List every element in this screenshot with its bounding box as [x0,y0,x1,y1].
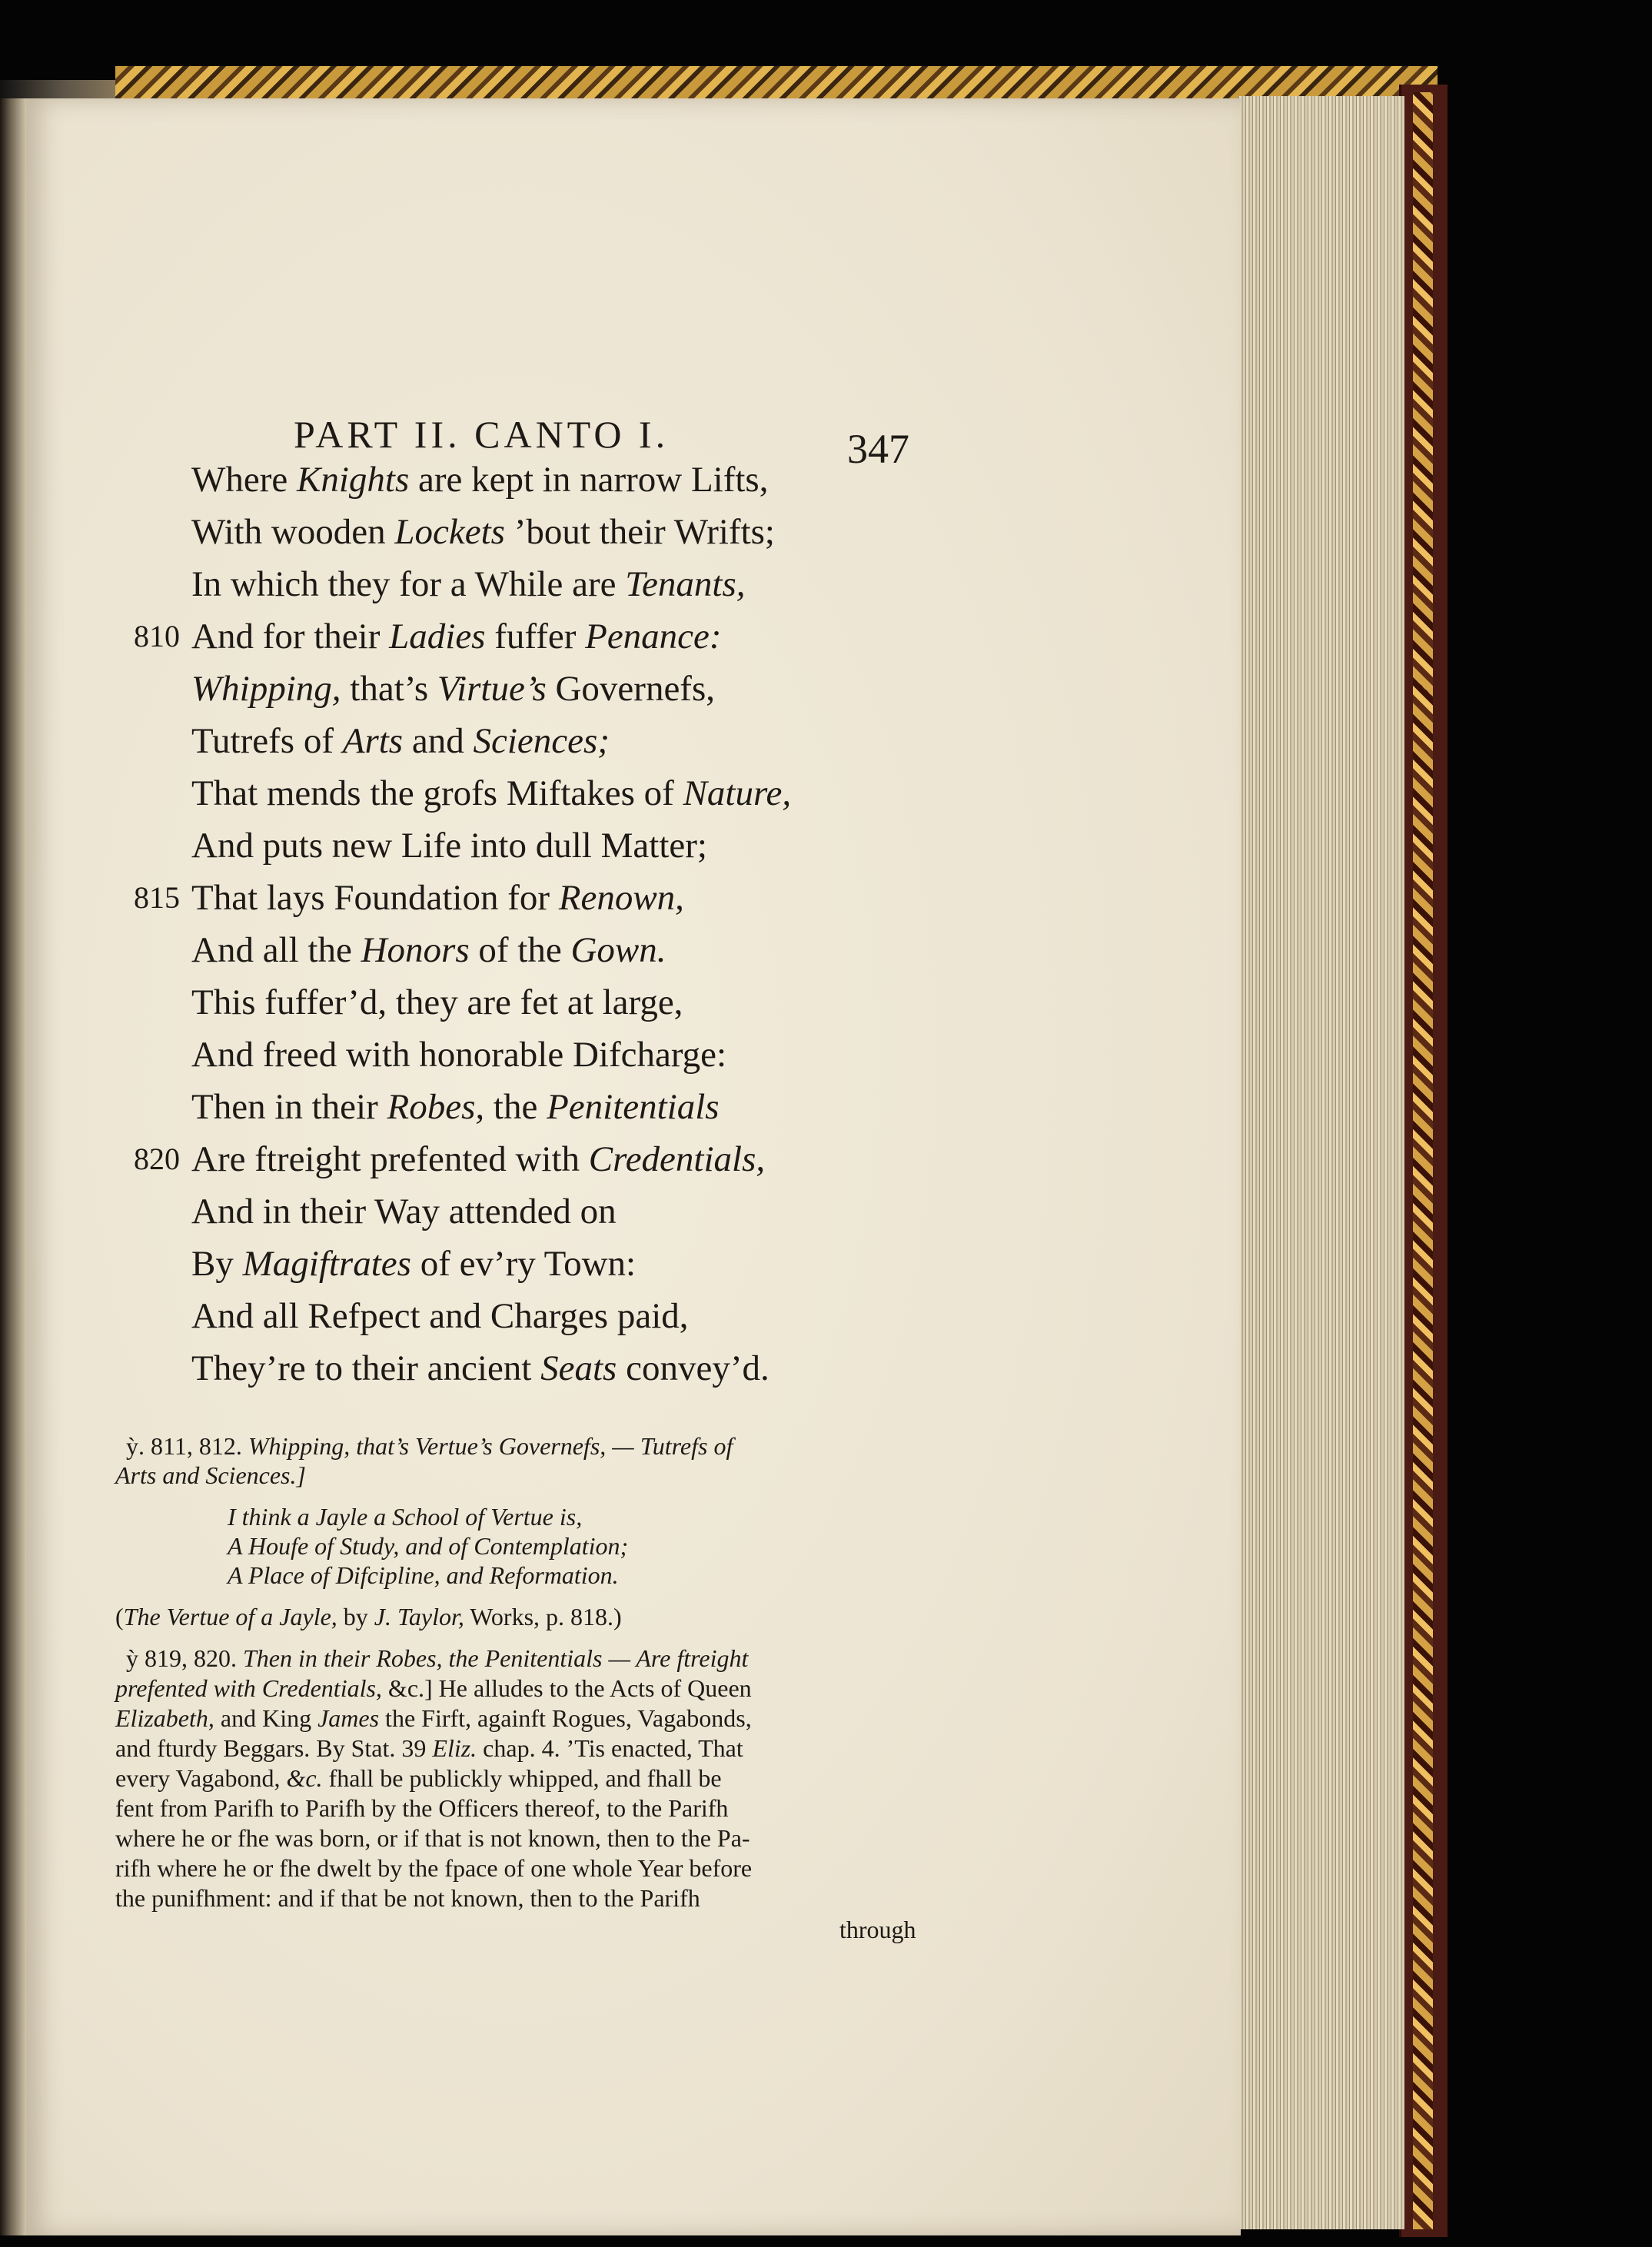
verse-line [191,506,775,558]
footnote-text: fent from Parifh to Parifh by the Officers thereof, to the Parifh [115,1794,729,1822]
verse-text: By [191,1244,243,1284]
footnote-2-line [115,1793,728,1823]
line-number: 820 [134,1142,180,1176]
verse-italic-text: Renown, [558,878,684,918]
verse-text: fuffer [485,617,586,656]
verse-italic-text: Magiftrates [242,1244,411,1284]
verse-italic-text: Credentials, [588,1139,766,1179]
page-number: 347 [847,426,909,472]
footnote-text: rifh where he or fhe dwelt by the fpace of one whole Year before [115,1854,753,1882]
verse-line [191,976,683,1029]
source-paren: ( [115,1603,124,1630]
verse-text: And for their [191,617,390,656]
verse-text: Tutrefs of [191,721,343,761]
verse-italic-text: Ladies [389,617,486,656]
verse-text: This fuffer’d, they are fet at large, [191,982,683,1022]
verse-text: Governefs, [546,669,715,709]
book-page [26,98,1241,2235]
footnote-text: &c.] He alludes to the Acts of Queen [381,1674,752,1702]
verse-text: of the [469,930,571,970]
source-title: The Vertue of a Jayle, [123,1603,337,1630]
quote-line-1: I think a Jayle a School of Vertue is, [228,1503,583,1531]
verse-italic-text: Gown. [570,930,666,970]
verse-line [191,872,684,924]
verse-italic-text: Seats [540,1348,617,1388]
verse-text: Then in their [191,1087,387,1127]
verse-line [191,715,610,767]
footnote-italic-text: Eliz. [432,1734,477,1762]
verse-line [191,1290,689,1342]
verse-line [191,767,791,819]
verse-italic-text: Sciences; [473,721,610,761]
footnote-2-line [115,1704,752,1733]
verse-line [191,924,666,976]
verse-text: That mends the grofs Miftakes of [191,773,683,813]
verse-text: Where [191,460,297,500]
footnote-text: chap. 4. ’Tis enacted, That [477,1734,743,1762]
verse-italic-text: Nature, [683,773,792,813]
footnote-italic-text: prefented with Credentials, [115,1674,382,1702]
verse-text: are kept in narrow Lifts, [409,460,769,500]
page-fore-edge [1238,96,1404,2229]
footnote-1-ref: ỳ. 811, 812. [126,1432,242,1460]
footnote-2-line [115,1674,752,1703]
verse-italic-text: Virtue’s [437,669,547,709]
verse-italic-text: Whipping, [191,669,341,709]
footnote-italic-text: Then in their Robes, the Penitentials — Are ftreight [243,1644,749,1672]
footnote-1-source [115,1602,622,1631]
verse-line [191,1029,726,1081]
quote-line-2: A Houfe of Study, and of Contemplation; [228,1532,629,1560]
footnote-italic-text: James [317,1704,380,1732]
verse-text: Are ftreight prefented with [191,1139,589,1179]
verse-line [191,1342,769,1394]
verse-text: And in their Way attended on [191,1192,617,1232]
footnote-2-line [115,1763,722,1793]
verse-italic-text: Penitentials [547,1087,720,1127]
footnote-2-line [115,1733,743,1763]
verse-text: That lays Foundation for [191,878,559,918]
footnote-1-lemma: Whipping, that’s Vertue’s Governefs, — Tutrefs of [248,1432,733,1460]
quote-line-3: A Place of Difcipline, and Reformation. [228,1561,619,1589]
verse-line [191,1081,720,1133]
footnote-text: ỳ 819, 820. [126,1644,243,1672]
verse-text: ’bout their Wrifts; [504,512,775,552]
verse-text: And puts new Life into dull Matter; [191,826,707,866]
verse-text: In which they for a While are [191,564,626,604]
footnote-text: fhall be publickly whipped, and fhall be [322,1764,722,1792]
footnote-2-line [126,1644,748,1673]
footnote-2-line [115,1853,752,1883]
verse-text: the [484,1087,547,1127]
running-head: PART II. CANTO I. [294,413,670,456]
verse-italic-text: Robes, [387,1087,485,1127]
verse-text: And freed with honorable Difcharge: [191,1035,727,1075]
verse-text: And all the [191,930,361,970]
footnote-1-line-2 [115,1461,306,1490]
verse-text: They’re to their ancient [191,1348,541,1388]
footnote-text: the Firft, againft Rogues, Vagabonds, [379,1704,752,1732]
footnote-italic-text: &c. [286,1764,323,1792]
verse-italic-text: Lockets [394,512,505,552]
footnote-text: the punifhment: and if that be not known, then to the Parifh [115,1884,700,1912]
footnote-2-line [115,1883,700,1913]
line-number: 815 [134,880,180,915]
verse-line [191,1185,617,1238]
footnote-text: and King [214,1704,318,1732]
footnote-text: where he or fhe was born, or if that is not known, then to the Pa- [115,1824,750,1852]
source-rest: Works, p. 818.) [464,1603,622,1630]
verse-line [191,558,746,610]
verse-italic-text: Penance: [585,617,722,656]
verse-italic-text: Arts [342,721,404,761]
verse-line [191,610,722,663]
verse-italic-text: Honors [361,930,470,970]
source-by: by [337,1603,374,1630]
verse-italic-text: Tenants, [625,564,746,604]
source-author: J. Taylor, [374,1603,464,1630]
verse-text: that’s [341,669,437,709]
footnote-text: and fturdy Beggars. By Stat. 39 [115,1734,433,1762]
verse-line [191,1238,636,1290]
verse-italic-text: Knights [296,460,410,500]
verse-line [191,663,715,715]
gilt-border-right [1413,92,1433,2229]
verse-text: of ev’ry Town: [411,1244,637,1284]
spine-top [0,80,123,98]
footnote-italic-text: Elizabeth, [115,1704,214,1732]
verse-text: convey’d. [617,1348,769,1388]
line-number: 810 [134,619,180,653]
verse-line [191,819,707,872]
footnote-1-lemma-end: Arts and Sciences.] [115,1461,306,1489]
verse-text: With wooden [191,512,395,552]
verse-line [191,1133,765,1185]
verse-text: and [403,721,474,761]
footnote-text: every Vagabond, [115,1764,287,1792]
footnote-2-line [115,1823,750,1853]
verse-line [191,454,768,506]
left-page-edge [0,91,26,2235]
verse-text: And all Refpect and Charges paid, [191,1296,689,1336]
footnote-1-line-1 [126,1431,733,1461]
catchword: through [839,1916,916,1943]
